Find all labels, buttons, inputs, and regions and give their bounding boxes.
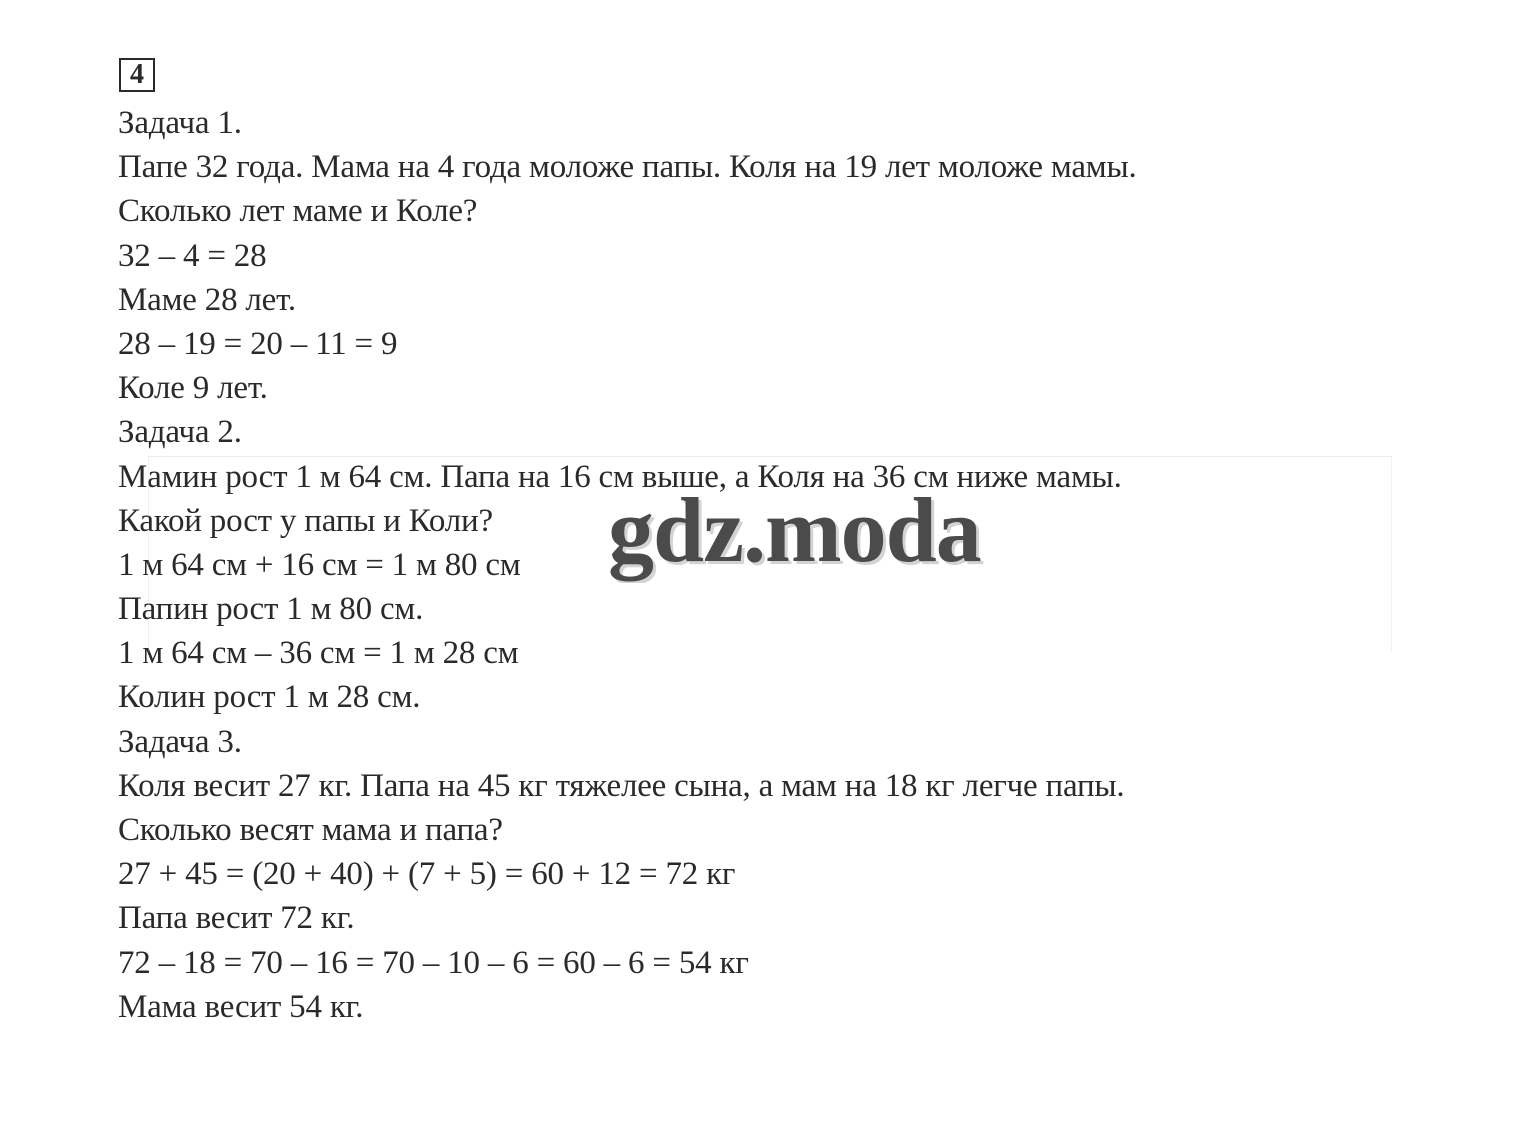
task-2-calculation-2: 1 м 64 см – 36 см = 1 м 28 см (118, 635, 519, 672)
task-3-answer-1: Папа весит 72 кг. (118, 900, 355, 937)
task-2-question: Какой рост у папы и Коли? (118, 502, 493, 539)
watermark-logo: gdz.moda (608, 479, 981, 581)
task-2-answer-1: Папин рост 1 м 80 см. (118, 591, 424, 628)
exercise-number-box: 4 (119, 58, 155, 92)
task-1-answer-1: Маме 28 лет. (118, 281, 296, 318)
task-3-question: Сколько весят мама и папа? (118, 812, 503, 848)
task-2-statement-line-1: Мамин рост 1 м 64 см. Папа на 16 см выше, а Коля на 36 см ниже мамы. (118, 458, 1122, 495)
task-1-statement-line-1: Папе 32 года. Мама на 4 года моложе папы. Коля на 19 лет моложе мамы. (118, 149, 1137, 186)
task-1-answer-2: Коле 9 лет. (118, 370, 268, 407)
task-3-calculation-2: 72 – 18 = 70 – 16 = 70 – 10 – 6 = 60 – 6 = 54 кг (118, 944, 749, 981)
task-3-statement-line-1: Коля весит 27 кг. Папа на 45 кг тяжелее сына, а мам на 18 кг легче папы. (118, 767, 1125, 804)
task-2-answer-2: Колин рост 1 м 28 см. (118, 679, 421, 716)
task-1-calculation-1: 32 – 4 = 28 (118, 237, 267, 274)
task-1-heading: Задача 1. (118, 105, 242, 141)
task-3-heading: Задача 3. (118, 723, 242, 760)
task-3-answer-2: Мама весит 54 кг. (118, 988, 364, 1025)
task-1-question: Сколько лет маме и Коле? (118, 193, 478, 230)
task-1-calculation-2: 28 – 19 = 20 – 11 = 9 (118, 325, 398, 362)
task-2-heading: Задача 2. (118, 414, 242, 451)
task-3-calculation-1: 27 + 45 = (20 + 40) + (7 + 5) = 60 + 12 = 72 кг (118, 856, 736, 893)
task-2-calculation-1: 1 м 64 см + 16 см = 1 м 80 см (118, 546, 521, 583)
